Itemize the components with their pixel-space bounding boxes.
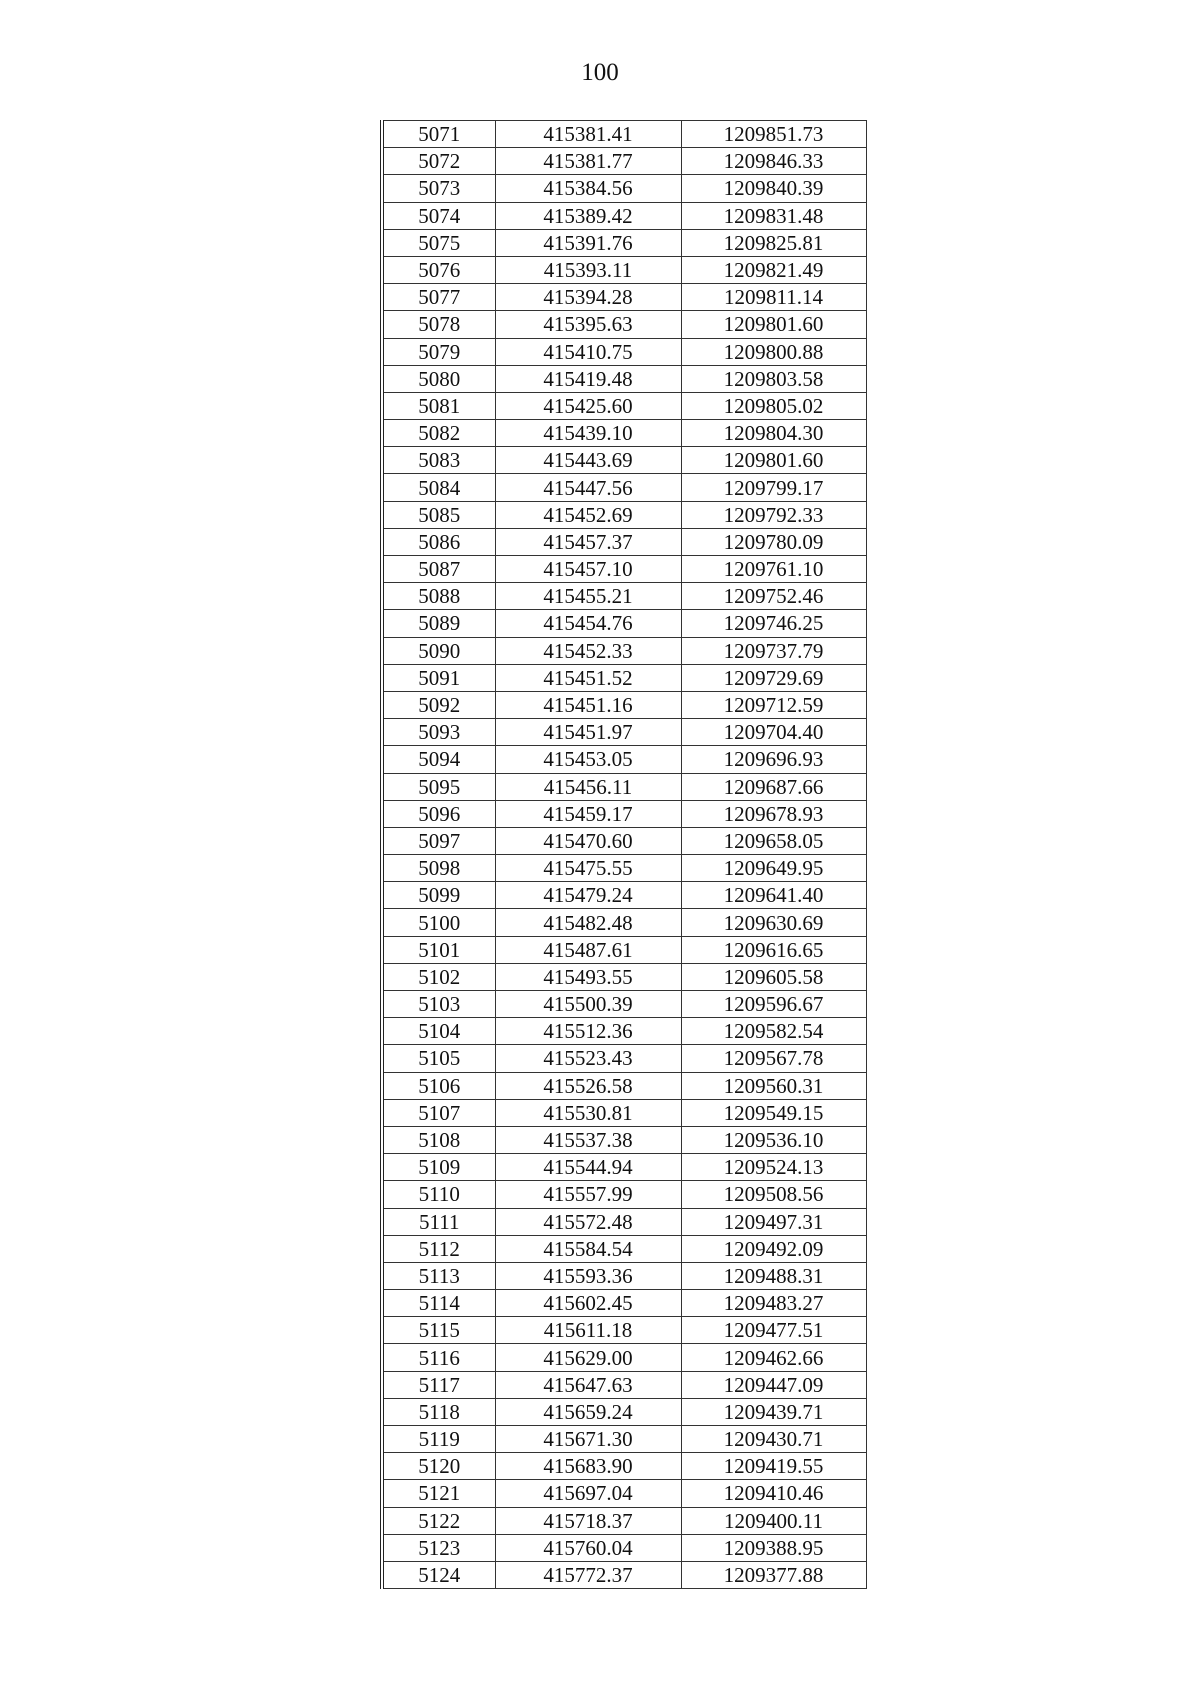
table-row: [382, 1262, 866, 1289]
table-row: [382, 664, 866, 691]
point-number-cell: 5114: [382, 1290, 495, 1317]
point-number-cell: 5085: [382, 501, 495, 528]
x-coordinate-cell: 415671.30: [495, 1426, 681, 1453]
point-number-cell: 5124: [382, 1561, 495, 1588]
table-row: [382, 1045, 866, 1072]
x-coordinate-cell: 415487.61: [495, 936, 681, 963]
table-row: [382, 1018, 866, 1045]
point-number-cell: 5103: [382, 991, 495, 1018]
y-coordinate-cell: 1209430.71: [681, 1426, 866, 1453]
y-coordinate-cell: 1209483.27: [681, 1290, 866, 1317]
table-row: [382, 528, 866, 555]
table-row: [382, 800, 866, 827]
point-number-cell: 5095: [382, 773, 495, 800]
y-coordinate-cell: 1209811.14: [681, 284, 866, 311]
point-number-cell: 5088: [382, 583, 495, 610]
table-row: [382, 229, 866, 256]
x-coordinate-cell: 415393.11: [495, 256, 681, 283]
table-row: [382, 583, 866, 610]
x-coordinate-cell: 415593.36: [495, 1262, 681, 1289]
y-coordinate-cell: 1209605.58: [681, 963, 866, 990]
table-row: [382, 1072, 866, 1099]
point-number-cell: 5123: [382, 1534, 495, 1561]
x-coordinate-cell: 415718.37: [495, 1507, 681, 1534]
x-coordinate-cell: 415395.63: [495, 311, 681, 338]
table-row: [382, 420, 866, 447]
point-number-cell: 5118: [382, 1398, 495, 1425]
x-coordinate-cell: 415384.56: [495, 175, 681, 202]
y-coordinate-cell: 1209801.60: [681, 311, 866, 338]
x-coordinate-cell: 415523.43: [495, 1045, 681, 1072]
table-row: [382, 1344, 866, 1371]
table-row: [382, 202, 866, 229]
point-number-cell: 5079: [382, 338, 495, 365]
point-number-cell: 5101: [382, 936, 495, 963]
point-number-cell: 5081: [382, 392, 495, 419]
x-coordinate-cell: 415683.90: [495, 1453, 681, 1480]
point-number-cell: 5083: [382, 447, 495, 474]
x-coordinate-cell: 415500.39: [495, 991, 681, 1018]
x-coordinate-cell: 415572.48: [495, 1208, 681, 1235]
y-coordinate-cell: 1209805.02: [681, 392, 866, 419]
x-coordinate-cell: 415482.48: [495, 909, 681, 936]
table-row: [382, 1534, 866, 1561]
point-number-cell: 5087: [382, 556, 495, 583]
point-number-cell: 5122: [382, 1507, 495, 1534]
y-coordinate-cell: 1209419.55: [681, 1453, 866, 1480]
y-coordinate-cell: 1209704.40: [681, 719, 866, 746]
x-coordinate-cell: 415530.81: [495, 1099, 681, 1126]
point-number-cell: 5084: [382, 474, 495, 501]
table-row: [382, 719, 866, 746]
point-number-cell: 5117: [382, 1371, 495, 1398]
y-coordinate-cell: 1209560.31: [681, 1072, 866, 1099]
x-coordinate-cell: 415457.37: [495, 528, 681, 555]
x-coordinate-cell: 415760.04: [495, 1534, 681, 1561]
y-coordinate-cell: 1209678.93: [681, 800, 866, 827]
y-coordinate-cell: 1209388.95: [681, 1534, 866, 1561]
y-coordinate-cell: 1209799.17: [681, 474, 866, 501]
point-number-cell: 5102: [382, 963, 495, 990]
x-coordinate-cell: 415602.45: [495, 1290, 681, 1317]
x-coordinate-cell: 415697.04: [495, 1480, 681, 1507]
y-coordinate-cell: 1209696.93: [681, 746, 866, 773]
point-number-cell: 5077: [382, 284, 495, 311]
table-row: [382, 637, 866, 664]
y-coordinate-cell: 1209630.69: [681, 909, 866, 936]
y-coordinate-cell: 1209712.59: [681, 691, 866, 718]
x-coordinate-cell: 415493.55: [495, 963, 681, 990]
point-number-cell: 5121: [382, 1480, 495, 1507]
point-number-cell: 5112: [382, 1235, 495, 1262]
point-number-cell: 5106: [382, 1072, 495, 1099]
y-coordinate-cell: 1209761.10: [681, 556, 866, 583]
x-coordinate-cell: 415659.24: [495, 1398, 681, 1425]
table-row: [382, 256, 866, 283]
x-coordinate-cell: 415512.36: [495, 1018, 681, 1045]
point-number-cell: 5074: [382, 202, 495, 229]
x-coordinate-cell: 415772.37: [495, 1561, 681, 1588]
x-coordinate-cell: 415647.63: [495, 1371, 681, 1398]
point-number-cell: 5109: [382, 1154, 495, 1181]
table-row: [382, 1154, 866, 1181]
x-coordinate-cell: 415544.94: [495, 1154, 681, 1181]
table-row: [382, 746, 866, 773]
x-coordinate-cell: 415451.16: [495, 691, 681, 718]
point-number-cell: 5110: [382, 1181, 495, 1208]
point-number-cell: 5098: [382, 855, 495, 882]
table-row: [382, 1290, 866, 1317]
x-coordinate-cell: 415443.69: [495, 447, 681, 474]
point-number-cell: 5082: [382, 420, 495, 447]
table-row: [382, 1480, 866, 1507]
table-row: [382, 1426, 866, 1453]
x-coordinate-cell: 415447.56: [495, 474, 681, 501]
table-row: [382, 1235, 866, 1262]
point-number-cell: 5113: [382, 1262, 495, 1289]
y-coordinate-cell: 1209582.54: [681, 1018, 866, 1045]
y-coordinate-cell: 1209825.81: [681, 229, 866, 256]
y-coordinate-cell: 1209737.79: [681, 637, 866, 664]
table-row: [382, 1371, 866, 1398]
table-row: [382, 1507, 866, 1534]
table-row: [382, 991, 866, 1018]
point-number-cell: 5105: [382, 1045, 495, 1072]
y-coordinate-cell: 1209641.40: [681, 882, 866, 909]
table-row: [382, 365, 866, 392]
table-row: [382, 1099, 866, 1126]
table-row: [382, 474, 866, 501]
point-number-cell: 5115: [382, 1317, 495, 1344]
y-coordinate-cell: 1209447.09: [681, 1371, 866, 1398]
table-row: [382, 284, 866, 311]
y-coordinate-cell: 1209846.33: [681, 148, 866, 175]
table-row: [382, 1453, 866, 1480]
table-row: [382, 447, 866, 474]
x-coordinate-cell: 415419.48: [495, 365, 681, 392]
point-number-cell: 5107: [382, 1099, 495, 1126]
table-row: [382, 882, 866, 909]
x-coordinate-cell: 415455.21: [495, 583, 681, 610]
y-coordinate-cell: 1209687.66: [681, 773, 866, 800]
x-coordinate-cell: 415410.75: [495, 338, 681, 365]
table-row: [382, 1317, 866, 1344]
point-number-cell: 5092: [382, 691, 495, 718]
point-number-cell: 5071: [382, 121, 495, 148]
table-row: [382, 827, 866, 854]
y-coordinate-cell: 1209831.48: [681, 202, 866, 229]
y-coordinate-cell: 1209508.56: [681, 1181, 866, 1208]
table-row: [382, 1561, 866, 1588]
x-coordinate-cell: 415425.60: [495, 392, 681, 419]
y-coordinate-cell: 1209524.13: [681, 1154, 866, 1181]
point-number-cell: 5093: [382, 719, 495, 746]
y-coordinate-cell: 1209536.10: [681, 1126, 866, 1153]
y-coordinate-cell: 1209804.30: [681, 420, 866, 447]
y-coordinate-cell: 1209616.65: [681, 936, 866, 963]
x-coordinate-cell: 415557.99: [495, 1181, 681, 1208]
table-row: [382, 121, 866, 148]
point-number-cell: 5100: [382, 909, 495, 936]
x-coordinate-cell: 415389.42: [495, 202, 681, 229]
point-number-cell: 5111: [382, 1208, 495, 1235]
point-number-cell: 5091: [382, 664, 495, 691]
x-coordinate-cell: 415452.33: [495, 637, 681, 664]
point-number-cell: 5080: [382, 365, 495, 392]
y-coordinate-cell: 1209803.58: [681, 365, 866, 392]
x-coordinate-cell: 415629.00: [495, 1344, 681, 1371]
x-coordinate-cell: 415453.05: [495, 746, 681, 773]
point-number-cell: 5119: [382, 1426, 495, 1453]
y-coordinate-cell: 1209821.49: [681, 256, 866, 283]
y-coordinate-cell: 1209658.05: [681, 827, 866, 854]
x-coordinate-cell: 415459.17: [495, 800, 681, 827]
x-coordinate-cell: 415451.97: [495, 719, 681, 746]
point-number-cell: 5099: [382, 882, 495, 909]
y-coordinate-cell: 1209746.25: [681, 610, 866, 637]
point-number-cell: 5094: [382, 746, 495, 773]
table-row: [382, 1181, 866, 1208]
x-coordinate-cell: 415451.52: [495, 664, 681, 691]
point-number-cell: 5075: [382, 229, 495, 256]
y-coordinate-cell: 1209729.69: [681, 664, 866, 691]
y-coordinate-cell: 1209840.39: [681, 175, 866, 202]
coordinate-table-body: [382, 121, 866, 1589]
table-row: [382, 773, 866, 800]
y-coordinate-cell: 1209792.33: [681, 501, 866, 528]
x-coordinate-cell: 415456.11: [495, 773, 681, 800]
y-coordinate-cell: 1209439.71: [681, 1398, 866, 1425]
table-row: [382, 1398, 866, 1425]
table-row: [382, 691, 866, 718]
y-coordinate-cell: 1209497.31: [681, 1208, 866, 1235]
x-coordinate-cell: 415381.77: [495, 148, 681, 175]
page-number: 100: [581, 59, 619, 86]
table-row: [382, 610, 866, 637]
point-number-cell: 5073: [382, 175, 495, 202]
point-number-cell: 5076: [382, 256, 495, 283]
y-coordinate-cell: 1209801.60: [681, 447, 866, 474]
y-coordinate-cell: 1209800.88: [681, 338, 866, 365]
table-row: [382, 175, 866, 202]
point-number-cell: 5108: [382, 1126, 495, 1153]
table-row: [382, 936, 866, 963]
point-number-cell: 5116: [382, 1344, 495, 1371]
point-number-cell: 5096: [382, 800, 495, 827]
y-coordinate-cell: 1209780.09: [681, 528, 866, 555]
x-coordinate-cell: 415394.28: [495, 284, 681, 311]
table-row: [382, 1208, 866, 1235]
x-coordinate-cell: 415391.76: [495, 229, 681, 256]
y-coordinate-cell: 1209377.88: [681, 1561, 866, 1588]
point-number-cell: 5078: [382, 311, 495, 338]
table-row: [382, 963, 866, 990]
y-coordinate-cell: 1209549.15: [681, 1099, 866, 1126]
table-row: [382, 148, 866, 175]
point-number-cell: 5086: [382, 528, 495, 555]
x-coordinate-cell: 415470.60: [495, 827, 681, 854]
coordinate-table: [380, 120, 867, 1589]
y-coordinate-cell: 1209752.46: [681, 583, 866, 610]
y-coordinate-cell: 1209488.31: [681, 1262, 866, 1289]
x-coordinate-cell: 415381.41: [495, 121, 681, 148]
point-number-cell: 5089: [382, 610, 495, 637]
x-coordinate-cell: 415479.24: [495, 882, 681, 909]
point-number-cell: 5104: [382, 1018, 495, 1045]
table-row: [382, 392, 866, 419]
y-coordinate-cell: 1209649.95: [681, 855, 866, 882]
y-coordinate-cell: 1209492.09: [681, 1235, 866, 1262]
y-coordinate-cell: 1209400.11: [681, 1507, 866, 1534]
y-coordinate-cell: 1209477.51: [681, 1317, 866, 1344]
x-coordinate-cell: 415454.76: [495, 610, 681, 637]
y-coordinate-cell: 1209596.67: [681, 991, 866, 1018]
y-coordinate-cell: 1209462.66: [681, 1344, 866, 1371]
table-row: [382, 1126, 866, 1153]
y-coordinate-cell: 1209567.78: [681, 1045, 866, 1072]
table-row: [382, 338, 866, 365]
x-coordinate-cell: 415475.55: [495, 855, 681, 882]
x-coordinate-cell: 415526.58: [495, 1072, 681, 1099]
table-row: [382, 909, 866, 936]
x-coordinate-cell: 415584.54: [495, 1235, 681, 1262]
table-row: [382, 311, 866, 338]
point-number-cell: 5097: [382, 827, 495, 854]
x-coordinate-cell: 415611.18: [495, 1317, 681, 1344]
table-row: [382, 556, 866, 583]
y-coordinate-cell: 1209851.73: [681, 121, 866, 148]
x-coordinate-cell: 415457.10: [495, 556, 681, 583]
point-number-cell: 5120: [382, 1453, 495, 1480]
point-number-cell: 5090: [382, 637, 495, 664]
x-coordinate-cell: 415452.69: [495, 501, 681, 528]
point-number-cell: 5072: [382, 148, 495, 175]
table-row: [382, 501, 866, 528]
x-coordinate-cell: 415537.38: [495, 1126, 681, 1153]
y-coordinate-cell: 1209410.46: [681, 1480, 866, 1507]
table-row: [382, 855, 866, 882]
x-coordinate-cell: 415439.10: [495, 420, 681, 447]
